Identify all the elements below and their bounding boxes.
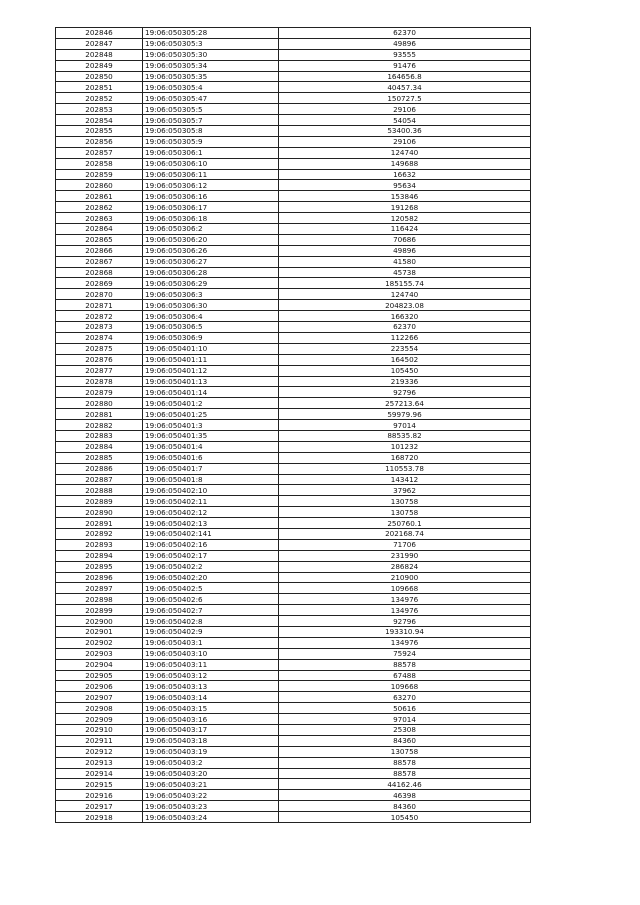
row-amount-cell: 134976 [279,637,531,648]
row-id-cell: 202860 [56,180,143,191]
row-code-cell: 19:06:050403:23 [143,801,279,812]
row-id-cell: 202850 [56,71,143,82]
row-code-cell: 19:06:050402:20 [143,572,279,583]
table-row [56,725,531,736]
row-amount-cell: 92796 [279,387,531,398]
table-row [56,703,531,714]
row-code-cell: 19:06:050402:10 [143,485,279,496]
row-code-cell: 19:06:050403:13 [143,681,279,692]
table-row [56,169,531,180]
row-code-cell: 19:06:050306:17 [143,202,279,213]
row-code-cell: 19:06:050402:17 [143,550,279,561]
table-row [56,398,531,409]
table-row [56,659,531,670]
table-row [56,93,531,104]
row-id-cell: 202896 [56,572,143,583]
row-id-cell: 202891 [56,518,143,529]
row-code-cell: 19:06:050305:35 [143,71,279,82]
row-code-cell: 19:06:050403:18 [143,735,279,746]
table-row [56,768,531,779]
row-amount-cell: 67488 [279,670,531,681]
row-amount-cell: 95634 [279,180,531,191]
row-code-cell: 19:06:050403:17 [143,725,279,736]
row-id-cell: 202889 [56,496,143,507]
row-code-cell: 19:06:050403:20 [143,768,279,779]
row-code-cell: 19:06:050305:7 [143,115,279,126]
row-amount-cell: 88578 [279,659,531,670]
row-code-cell: 19:06:050305:34 [143,60,279,71]
table-row [56,245,531,256]
row-id-cell: 202868 [56,267,143,278]
table-row [56,213,531,224]
row-code-cell: 19:06:050305:9 [143,136,279,147]
row-id-cell: 202884 [56,441,143,452]
table-row [56,430,531,441]
row-amount-cell: 44162.46 [279,779,531,790]
row-id-cell: 202863 [56,213,143,224]
row-amount-cell: 112266 [279,332,531,343]
row-code-cell: 19:06:050401:8 [143,474,279,485]
row-amount-cell: 88578 [279,768,531,779]
row-id-cell: 202849 [56,60,143,71]
row-amount-cell: 91476 [279,60,531,71]
row-amount-cell: 62370 [279,322,531,333]
row-code-cell: 19:06:050306:9 [143,332,279,343]
table-row [56,49,531,60]
table-row [56,605,531,616]
row-code-cell: 19:06:050306:12 [143,180,279,191]
row-id-cell: 202880 [56,398,143,409]
row-id-cell: 202877 [56,365,143,376]
row-code-cell: 19:06:050403:10 [143,648,279,659]
row-amount-cell: 149688 [279,158,531,169]
row-id-cell: 202895 [56,561,143,572]
row-id-cell: 202910 [56,725,143,736]
row-id-cell: 202867 [56,256,143,267]
row-amount-cell: 49896 [279,38,531,49]
row-amount-cell: 120582 [279,213,531,224]
row-id-cell: 202871 [56,300,143,311]
row-id-cell: 202917 [56,801,143,812]
row-amount-cell: 286824 [279,561,531,572]
row-id-cell: 202886 [56,463,143,474]
row-amount-cell: 134976 [279,594,531,605]
table-row [56,136,531,147]
row-id-cell: 202861 [56,191,143,202]
row-id-cell: 202846 [56,28,143,39]
table-row [56,409,531,420]
table-row [56,311,531,322]
row-amount-cell: 168720 [279,452,531,463]
row-code-cell: 19:06:050305:47 [143,93,279,104]
row-amount-cell: 46398 [279,790,531,801]
row-amount-cell: 97014 [279,420,531,431]
row-id-cell: 202864 [56,224,143,235]
row-code-cell: 19:06:050403:12 [143,670,279,681]
row-amount-cell: 50616 [279,703,531,714]
row-amount-cell: 210900 [279,572,531,583]
row-id-cell: 202916 [56,790,143,801]
table-row [56,616,531,627]
table-row [56,648,531,659]
table-row [56,343,531,354]
table-row [56,463,531,474]
table-row [56,278,531,289]
row-code-cell: 19:06:050401:6 [143,452,279,463]
table-row [56,256,531,267]
table-row [56,147,531,158]
row-id-cell: 202869 [56,278,143,289]
row-amount-cell: 105450 [279,812,531,823]
table-row [56,387,531,398]
row-code-cell: 19:06:050403:14 [143,692,279,703]
table-row [56,779,531,790]
table-row [56,714,531,725]
row-code-cell: 19:06:050306:1 [143,147,279,158]
row-id-cell: 202890 [56,507,143,518]
table-row [56,365,531,376]
row-amount-cell: 71706 [279,539,531,550]
table-row [56,322,531,333]
row-amount-cell: 29106 [279,104,531,115]
row-amount-cell: 49896 [279,245,531,256]
table-row [56,550,531,561]
row-id-cell: 202907 [56,692,143,703]
table-row [56,191,531,202]
table-row [56,801,531,812]
row-amount-cell: 110553.78 [279,463,531,474]
row-code-cell: 19:06:050402:6 [143,594,279,605]
row-code-cell: 19:06:050306:30 [143,300,279,311]
row-id-cell: 202872 [56,311,143,322]
table-row [56,354,531,365]
row-amount-cell: 88535.82 [279,430,531,441]
table-row [56,289,531,300]
row-code-cell: 19:06:050403:2 [143,757,279,768]
table-row [56,441,531,452]
table-row [56,790,531,801]
row-code-cell: 19:06:050306:27 [143,256,279,267]
row-amount-cell: 25308 [279,725,531,736]
row-id-cell: 202903 [56,648,143,659]
row-id-cell: 202852 [56,93,143,104]
row-id-cell: 202859 [56,169,143,180]
table-row [56,572,531,583]
row-id-cell: 202873 [56,322,143,333]
row-amount-cell: 101232 [279,441,531,452]
row-code-cell: 19:06:050305:4 [143,82,279,93]
row-amount-cell: 116424 [279,224,531,235]
table-row [56,115,531,126]
row-id-cell: 202894 [56,550,143,561]
row-code-cell: 19:06:050305:28 [143,28,279,39]
row-code-cell: 19:06:050402:5 [143,583,279,594]
row-code-cell: 19:06:050305:5 [143,104,279,115]
row-id-cell: 202909 [56,714,143,725]
row-code-cell: 19:06:050402:12 [143,507,279,518]
table-row [56,267,531,278]
row-id-cell: 202853 [56,104,143,115]
row-amount-cell: 153846 [279,191,531,202]
table-row [56,300,531,311]
row-id-cell: 202881 [56,409,143,420]
row-code-cell: 19:06:050401:10 [143,343,279,354]
table-row [56,60,531,71]
row-id-cell: 202870 [56,289,143,300]
table-row [56,82,531,93]
table-row [56,126,531,137]
row-id-cell: 202898 [56,594,143,605]
row-code-cell: 19:06:050306:4 [143,311,279,322]
row-code-cell: 19:06:050306:5 [143,322,279,333]
row-code-cell: 19:06:050306:18 [143,213,279,224]
row-code-cell: 19:06:050403:16 [143,714,279,725]
row-amount-cell: 193310.94 [279,626,531,637]
row-amount-cell: 223554 [279,343,531,354]
row-amount-cell: 92796 [279,616,531,627]
table-row [56,420,531,431]
row-amount-cell: 124740 [279,147,531,158]
row-id-cell: 202911 [56,735,143,746]
table-row [56,637,531,648]
row-code-cell: 19:06:050403:22 [143,790,279,801]
row-amount-cell: 105450 [279,365,531,376]
table-row [56,71,531,82]
row-amount-cell: 37962 [279,485,531,496]
table-row [56,594,531,605]
row-id-cell: 202915 [56,779,143,790]
row-id-cell: 202901 [56,626,143,637]
row-code-cell: 19:06:050306:26 [143,245,279,256]
table-row [56,507,531,518]
row-amount-cell: 16632 [279,169,531,180]
row-id-cell: 202874 [56,332,143,343]
table-row [56,518,531,529]
row-amount-cell: 130758 [279,746,531,757]
table-body [56,28,531,823]
row-amount-cell: 41580 [279,256,531,267]
table-row [56,539,531,550]
table-row [56,746,531,757]
table-row [56,496,531,507]
row-amount-cell: 88578 [279,757,531,768]
row-amount-cell: 40457.34 [279,82,531,93]
row-code-cell: 19:06:050306:2 [143,224,279,235]
row-amount-cell: 164502 [279,354,531,365]
table-row [56,583,531,594]
row-id-cell: 202847 [56,38,143,49]
table-row [56,452,531,463]
row-code-cell: 19:06:050401:7 [143,463,279,474]
row-id-cell: 202875 [56,343,143,354]
row-amount-cell: 53400.36 [279,126,531,137]
row-code-cell: 19:06:050401:25 [143,409,279,420]
row-code-cell: 19:06:050403:21 [143,779,279,790]
row-amount-cell: 219336 [279,376,531,387]
row-amount-cell: 130758 [279,496,531,507]
row-amount-cell: 29106 [279,136,531,147]
table-row [56,158,531,169]
row-id-cell: 202892 [56,528,143,539]
row-code-cell: 19:06:050402:141 [143,528,279,539]
row-id-cell: 202857 [56,147,143,158]
row-id-cell: 202902 [56,637,143,648]
row-amount-cell: 257213.64 [279,398,531,409]
table-row [56,528,531,539]
row-id-cell: 202848 [56,49,143,60]
row-id-cell: 202918 [56,812,143,823]
row-amount-cell: 150727.5 [279,93,531,104]
row-code-cell: 19:06:050305:30 [143,49,279,60]
row-code-cell: 19:06:050305:8 [143,126,279,137]
row-code-cell: 19:06:050306:20 [143,234,279,245]
row-code-cell: 19:06:050306:16 [143,191,279,202]
row-code-cell: 19:06:050402:8 [143,616,279,627]
row-code-cell: 19:06:050402:16 [143,539,279,550]
row-code-cell: 19:06:050401:3 [143,420,279,431]
row-id-cell: 202906 [56,681,143,692]
row-id-cell: 202893 [56,539,143,550]
row-amount-cell: 164656.8 [279,71,531,82]
row-code-cell: 19:06:050306:29 [143,278,279,289]
row-amount-cell: 109668 [279,583,531,594]
row-code-cell: 19:06:050306:10 [143,158,279,169]
row-amount-cell: 75924 [279,648,531,659]
row-id-cell: 202851 [56,82,143,93]
row-code-cell: 19:06:050401:13 [143,376,279,387]
row-amount-cell: 59979.96 [279,409,531,420]
table-row [56,485,531,496]
table-row [56,681,531,692]
row-code-cell: 19:06:050403:11 [143,659,279,670]
row-id-cell: 202866 [56,245,143,256]
row-id-cell: 202854 [56,115,143,126]
row-code-cell: 19:06:050306:3 [143,289,279,300]
row-amount-cell: 191268 [279,202,531,213]
row-code-cell: 19:06:050402:11 [143,496,279,507]
row-code-cell: 19:06:050402:9 [143,626,279,637]
row-code-cell: 19:06:050402:7 [143,605,279,616]
row-amount-cell: 97014 [279,714,531,725]
row-id-cell: 202855 [56,126,143,137]
row-amount-cell: 166320 [279,311,531,322]
row-code-cell: 19:06:050401:14 [143,387,279,398]
row-id-cell: 202876 [56,354,143,365]
row-code-cell: 19:06:050305:3 [143,38,279,49]
table-row [56,561,531,572]
row-amount-cell: 109668 [279,681,531,692]
row-code-cell: 19:06:050403:1 [143,637,279,648]
row-id-cell: 202856 [56,136,143,147]
row-code-cell: 19:06:050403:15 [143,703,279,714]
table-row [56,735,531,746]
row-amount-cell: 54054 [279,115,531,126]
row-id-cell: 202888 [56,485,143,496]
table-row [56,692,531,703]
row-id-cell: 202914 [56,768,143,779]
row-amount-cell: 134976 [279,605,531,616]
row-id-cell: 202905 [56,670,143,681]
table-row [56,38,531,49]
row-id-cell: 202904 [56,659,143,670]
row-amount-cell: 63270 [279,692,531,703]
row-id-cell: 202887 [56,474,143,485]
table-row [56,28,531,39]
row-id-cell: 202878 [56,376,143,387]
row-id-cell: 202865 [56,234,143,245]
row-code-cell: 19:06:050401:2 [143,398,279,409]
table-row [56,332,531,343]
row-id-cell: 202879 [56,387,143,398]
table-row [56,670,531,681]
row-id-cell: 202900 [56,616,143,627]
row-amount-cell: 202168.74 [279,528,531,539]
table-row [56,202,531,213]
row-code-cell: 19:06:050402:13 [143,518,279,529]
row-amount-cell: 204823.08 [279,300,531,311]
row-code-cell: 19:06:050401:35 [143,430,279,441]
row-amount-cell: 84360 [279,735,531,746]
table-row [56,224,531,235]
row-id-cell: 202882 [56,420,143,431]
row-amount-cell: 84360 [279,801,531,812]
row-code-cell: 19:06:050401:11 [143,354,279,365]
table-row [56,104,531,115]
row-code-cell: 19:06:050401:4 [143,441,279,452]
row-amount-cell: 130758 [279,507,531,518]
row-id-cell: 202883 [56,430,143,441]
row-code-cell: 19:06:050306:11 [143,169,279,180]
row-amount-cell: 250760.1 [279,518,531,529]
table-row [56,180,531,191]
row-id-cell: 202897 [56,583,143,594]
row-id-cell: 202862 [56,202,143,213]
row-id-cell: 202899 [56,605,143,616]
row-amount-cell: 62370 [279,28,531,39]
table-row [56,234,531,245]
table-row [56,626,531,637]
row-amount-cell: 45738 [279,267,531,278]
row-amount-cell: 143412 [279,474,531,485]
table-row [56,376,531,387]
row-amount-cell: 185155.74 [279,278,531,289]
data-table [55,27,531,823]
row-id-cell: 202858 [56,158,143,169]
table-row [56,757,531,768]
table-row [56,812,531,823]
row-amount-cell: 124740 [279,289,531,300]
row-code-cell: 19:06:050306:28 [143,267,279,278]
row-code-cell: 19:06:050402:2 [143,561,279,572]
table-row [56,474,531,485]
row-code-cell: 19:06:050403:19 [143,746,279,757]
row-code-cell: 19:06:050401:12 [143,365,279,376]
row-amount-cell: 93555 [279,49,531,60]
row-id-cell: 202885 [56,452,143,463]
row-amount-cell: 70686 [279,234,531,245]
row-id-cell: 202912 [56,746,143,757]
row-id-cell: 202908 [56,703,143,714]
row-amount-cell: 231990 [279,550,531,561]
row-code-cell: 19:06:050403:24 [143,812,279,823]
row-id-cell: 202913 [56,757,143,768]
